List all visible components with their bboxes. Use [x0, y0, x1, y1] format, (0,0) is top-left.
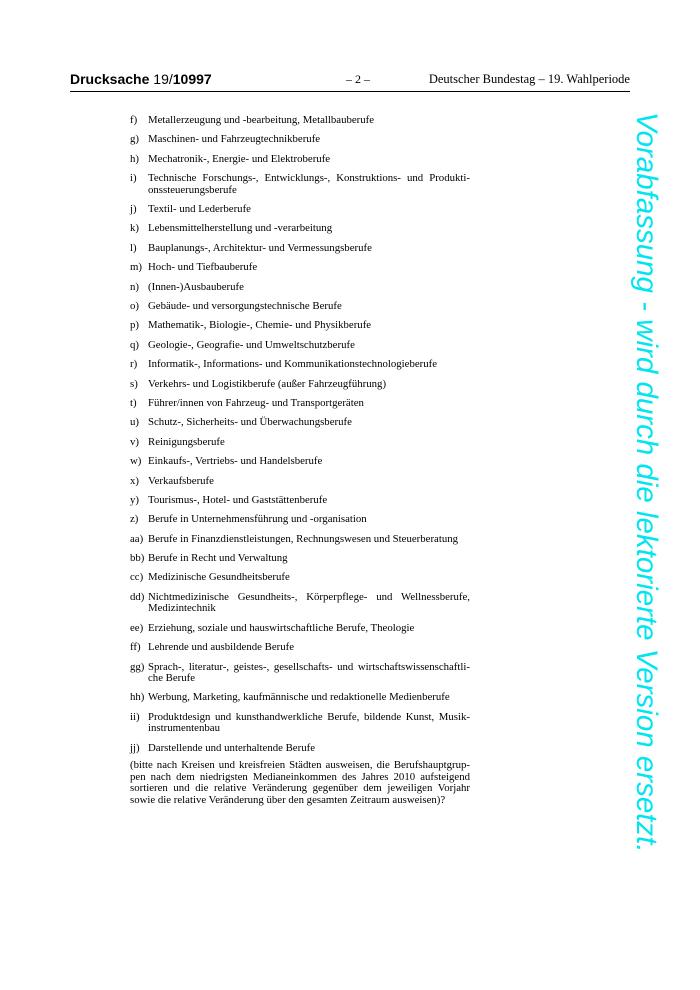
list-item-label: v) — [130, 435, 139, 448]
list-item — [130, 223, 470, 235]
list-item-text: Gebäude- und versorgungstechnische Berufe — [148, 300, 342, 313]
list-item — [130, 243, 470, 255]
list-item — [130, 282, 470, 294]
list-item — [130, 340, 470, 352]
draft-watermark: Vorabfassung - wird durch die lektorierte Version ersetzt. — [630, 112, 663, 853]
page-header — [70, 71, 630, 92]
list-item-text: Geologie-, Geografie- und Umweltschutzberufe — [148, 338, 355, 351]
list-item-text: Textil- und Lederberufe — [148, 203, 251, 216]
page-number: – 2 – — [346, 72, 370, 86]
publisher: Deutscher Bundestag – 19. Wahlperiode — [428, 72, 630, 86]
list-item — [130, 743, 470, 755]
list-item-label: o) — [130, 300, 139, 313]
list-item-text: Einkaufs-, Vertriebs- und Handelsberufe — [148, 455, 323, 468]
list-item — [130, 534, 470, 546]
doc-number-prefix: 19/ — [153, 71, 173, 87]
list-item-text: Nichtmedizinische Gesundheits-, Körperpflege- und Wellnessberufe, Medizintechnik — [148, 590, 470, 615]
list-item-label: jj) — [130, 741, 140, 754]
list-item-text: Führer/innen von Fahrzeug- und Transportgeräten — [148, 396, 364, 409]
list-item-label: n) — [130, 280, 139, 293]
occupation-list — [130, 115, 470, 762]
list-item-label: t) — [130, 396, 137, 409]
list-item — [130, 592, 470, 615]
list-item-label: g) — [130, 133, 139, 146]
list-item-label: w) — [130, 455, 142, 468]
doc-label: Drucksache — [70, 71, 150, 87]
list-item-label: z) — [130, 513, 139, 526]
list-item — [130, 204, 470, 216]
list-item-label: i) — [130, 172, 137, 185]
list-item-label: y) — [130, 493, 139, 506]
list-item-label: gg) — [130, 660, 145, 673]
list-item-text: Sprach-, literatur-, geistes-, gesellschafts- und wirtschaftswissenschaftli-che Berufe — [148, 660, 470, 685]
list-item-label: ff) — [130, 641, 141, 654]
list-item-label: cc) — [130, 571, 144, 584]
list-item-text: Verkehrs- und Logistikberufe (außer Fahrzeugführung) — [148, 377, 387, 390]
doc-number: 10997 — [172, 71, 212, 87]
list-item-text: Hoch- und Tiefbauberufe — [148, 261, 258, 274]
list-item-label: ii) — [130, 710, 140, 723]
list-item-text: Medizinische Gesundheitsberufe — [148, 571, 290, 584]
list-item-text: Mechatronik-, Energie- und Elektroberufe — [148, 152, 331, 165]
list-item — [130, 623, 470, 635]
list-item-label: k) — [130, 222, 139, 235]
list-item-label: l) — [130, 241, 137, 254]
list-item-text: (Innen-)Ausbauberufe — [148, 280, 244, 293]
list-item — [130, 514, 470, 526]
list-item — [130, 359, 470, 371]
list-item — [130, 437, 470, 449]
list-item-text: Reinigungsberufe — [148, 435, 225, 448]
list-item — [130, 320, 470, 332]
list-item-label: j) — [130, 203, 137, 216]
list-item — [130, 692, 470, 704]
list-item-text: Mathematik-, Biologie-, Chemie- und Physikberufe — [148, 319, 372, 332]
list-item-label: ee) — [130, 621, 144, 634]
list-item — [130, 154, 470, 166]
list-item-label: r) — [130, 358, 138, 371]
list-item — [130, 553, 470, 565]
list-item-text: Informatik-, Informations- und Kommunikationstechnologieberufe — [148, 358, 438, 371]
list-item-label: bb) — [130, 552, 145, 565]
list-item — [130, 134, 470, 146]
list-item-label: s) — [130, 377, 138, 390]
list-item — [130, 662, 470, 685]
list-item — [130, 115, 470, 127]
list-item-text: Metallerzeugung und -bearbeitung, Metallbauberufe — [148, 114, 375, 126]
list-item-label: dd) — [130, 590, 145, 603]
list-item — [130, 642, 470, 654]
list-item — [130, 456, 470, 468]
list-item-label: u) — [130, 416, 139, 429]
list-item — [130, 476, 470, 488]
list-item — [130, 379, 470, 391]
list-item — [130, 712, 470, 735]
list-item-label: aa) — [130, 532, 144, 545]
list-item-text: Produktdesign und kunsthandwerkliche Berufe, bildende Kunst, Musik-instrumentenbau — [148, 710, 470, 735]
closing-paragraph: (bitte nach Kreisen und kreisfreien Städten ausweisen, die Berufshauptgrup-pen nach dem niedrigsten Medianeinkommen des Jahres 2010 aufsteigend sortieren und die relative Veränderung gegenüber dem jeweiligen Vorjahr sowie die relative Veränderung über den gesamten Zeitraum ausweisen)? — [130, 759, 470, 806]
list-item-text: Verkaufsberufe — [148, 474, 214, 487]
list-item-text: Werbung, Marketing, kaufmännische und redaktionelle Medienberufe — [148, 691, 450, 704]
list-item-label: m) — [130, 261, 142, 274]
list-item-label: h) — [130, 152, 139, 165]
list-item — [130, 417, 470, 429]
list-item-label: x) — [130, 474, 139, 487]
list-item-text: Bauplanungs-, Architektur- und Vermessungsberufe — [148, 241, 372, 254]
list-item — [130, 173, 470, 196]
list-item-label: p) — [130, 319, 139, 332]
list-item-label: f) — [130, 114, 138, 126]
list-item-text: Erziehung, soziale und hauswirtschaftliche Berufe, Theologie — [148, 621, 415, 634]
list-item-text: Lehrende und ausbildende Berufe — [148, 641, 295, 654]
list-item-text: Berufe in Unternehmensführung und -organisation — [148, 513, 367, 526]
list-item-text: Schutz-, Sicherheits- und Überwachungsberufe — [148, 416, 352, 429]
list-item — [130, 398, 470, 410]
list-item — [130, 572, 470, 584]
list-item-label: hh) — [130, 691, 145, 704]
list-item-text: Darstellende und unterhaltende Berufe — [148, 741, 315, 754]
list-item — [130, 495, 470, 507]
list-item-text: Berufe in Finanzdienstleistungen, Rechnungswesen und Steuerberatung — [148, 532, 459, 545]
list-item — [130, 262, 470, 274]
list-item-text: Tourismus-, Hotel- und Gaststättenberufe — [148, 493, 328, 506]
list-item-text: Maschinen- und Fahrzeugtechnikberufe — [148, 133, 321, 146]
list-item-label: q) — [130, 338, 139, 351]
list-item-text: Technische Forschungs-, Entwicklungs-, Konstruktions- und Produkti-onssteuerungsberufe — [148, 172, 470, 196]
list-item — [130, 301, 470, 313]
list-item-text: Berufe in Recht und Verwaltung — [148, 552, 288, 565]
list-item-text: Lebensmittelherstellung und -verarbeitung — [148, 222, 333, 235]
